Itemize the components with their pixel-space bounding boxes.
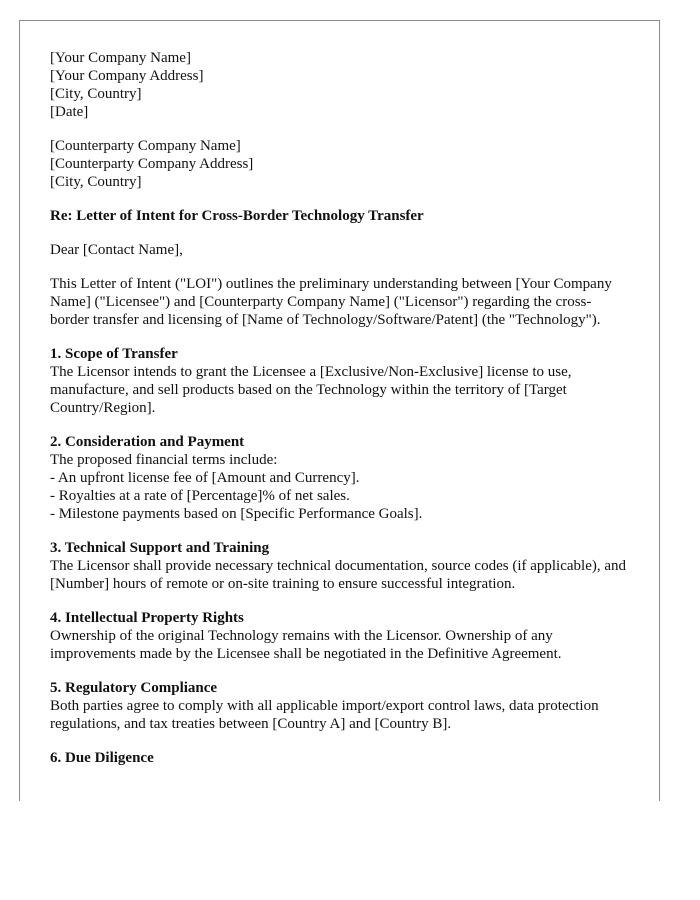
section-heading: 1. Scope of Transfer	[50, 346, 178, 362]
recipient-address-block	[50, 137, 630, 191]
sender-address-block	[50, 49, 630, 121]
sender-city-country: [City, Country]	[50, 86, 142, 102]
section-body: Both parties agree to comply with all applicable import/export control laws, data protection regulations, and tax treaties between [Country A] and [Country B].	[50, 698, 599, 732]
payment-bullet-milestones: - Milestone payments based on [Specific Performance Goals].	[50, 506, 423, 522]
payment-bullet-upfront-fee: - An upfront license fee of [Amount and Currency].	[50, 470, 360, 486]
section-heading: 6. Due Diligence	[50, 750, 154, 766]
section-heading: 5. Regulatory Compliance	[50, 680, 218, 696]
payment-bullet-royalties: - Royalties at a rate of [Percentage]% of net sales.	[50, 488, 350, 504]
intro-paragraph: This Letter of Intent ("LOI") outlines the preliminary understanding between [Your Company Name] ("Licensee") and [Counterparty Company Name] ("Licensor") regarding the cross-border transfer and licensing of [Name of Technology/Software/Patent] (the "Technology").	[50, 276, 612, 328]
letter-content	[50, 49, 630, 783]
section-intellectual-property	[50, 609, 630, 663]
recipient-city-country: [City, Country]	[50, 174, 142, 190]
section-body: The proposed financial terms include:	[50, 452, 278, 468]
section-heading: 2. Consideration and Payment	[50, 434, 245, 450]
section-due-diligence	[50, 749, 630, 767]
section-body: Ownership of the original Technology remains with the Licensor. Ownership of any improvements made by the Licensee shall be negotiated in the Definitive Agreement.	[50, 628, 562, 662]
sender-company-name: [Your Company Name]	[50, 50, 191, 66]
section-consideration-and-payment	[50, 433, 630, 523]
section-heading: 4. Intellectual Property Rights	[50, 610, 244, 626]
section-body: The Licensor shall provide necessary technical documentation, source codes (if applicable), and [Number] hours of remote or on-site training to ensure successful integration.	[50, 558, 627, 592]
section-regulatory-compliance	[50, 679, 630, 733]
section-technical-support	[50, 539, 630, 593]
recipient-company-address: [Counterparty Company Address]	[50, 156, 254, 172]
recipient-company-name: [Counterparty Company Name]	[50, 138, 241, 154]
letter-subject: Re: Letter of Intent for Cross-Border Technology Transfer	[50, 208, 424, 224]
sender-company-address: [Your Company Address]	[50, 68, 204, 84]
salutation: Dear [Contact Name],	[50, 242, 183, 258]
section-heading: 3. Technical Support and Training	[50, 540, 270, 556]
section-body: The Licensor intends to grant the Licensee a [Exclusive/Non-Exclusive] license to use, manufacture, and sell products based on the Technology within the territory of [Target Country/Region].	[50, 364, 572, 416]
letter-page	[19, 20, 660, 801]
letter-date: [Date]	[50, 104, 89, 120]
section-scope-of-transfer	[50, 345, 630, 417]
